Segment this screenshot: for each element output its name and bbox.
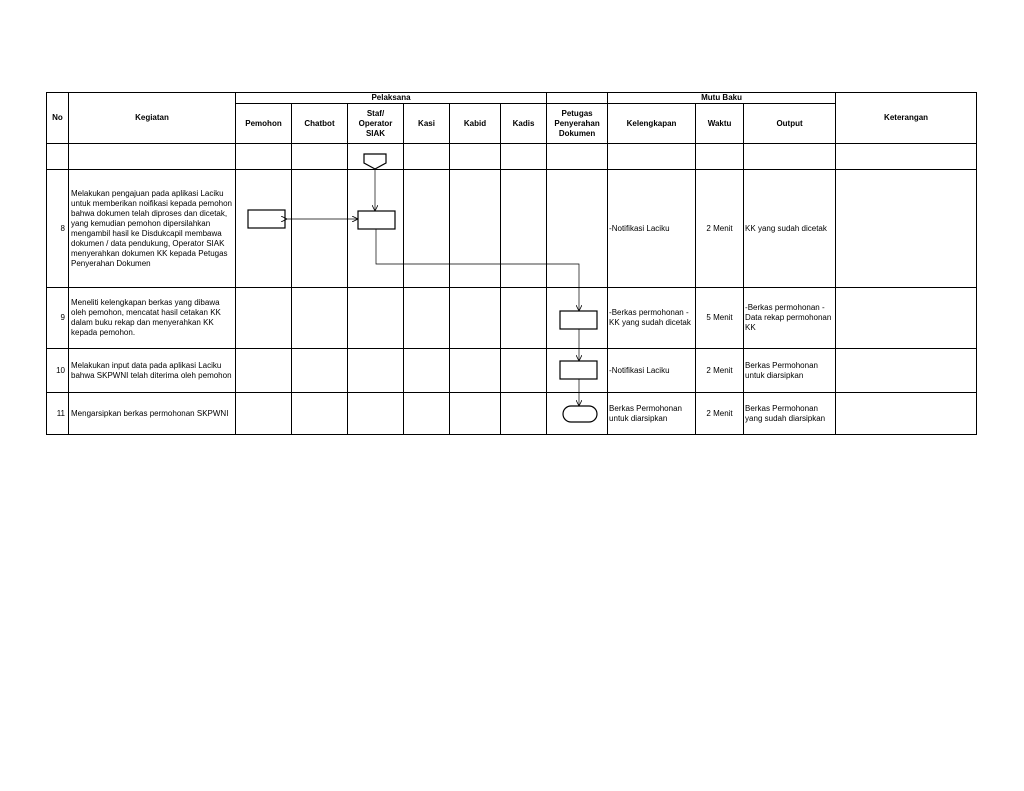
table-row	[47, 349, 977, 393]
row-output: Berkas Permohonan yang sudah diarsipkan	[744, 393, 836, 435]
row-kegiatan: Meneliti kelengkapan berkas yang dibawa oleh pemohon, mencatat hasil cetakan KK dalam buku rekap dan menyerahkan KK kepada pemohon.	[69, 288, 236, 349]
table-row	[47, 288, 977, 349]
header-waktu: Waktu	[696, 104, 744, 144]
row-output: -Berkas permohonan -Data rekap permohonan KK	[744, 288, 836, 349]
header-kegiatan: Kegiatan	[69, 93, 236, 144]
row-no: 10	[47, 349, 69, 393]
header-petugas-top	[547, 93, 608, 104]
header-kadis: Kadis	[501, 104, 547, 144]
row-kegiatan: Melakukan pengajuan pada aplikasi Laciku untuk memberikan noifikasi kepada pemohon bahwa dokumen telah diproses dan dicetak, yang kemudian pemohon dipersilahkan mengambil hasil ke Disdukcapil membawa dokumen / data pendukung, Operator SIAK menyerahkan dokumen KK kepada Petugas Penyerahan Dokumen	[69, 170, 236, 288]
row-waktu: 2 Menit	[696, 349, 744, 393]
row-no: 11	[47, 393, 69, 435]
row-kelengkapan: -Notifikasi Laciku	[608, 349, 696, 393]
row-waktu: 2 Menit	[696, 170, 744, 288]
row-kelengkapan: -Berkas permohonan -KK yang sudah dicetak	[608, 288, 696, 349]
header-kelengkapan: Kelengkapan	[608, 104, 696, 144]
header-pelaksana: Pelaksana	[236, 93, 547, 104]
table-row	[47, 144, 977, 170]
row-output: Berkas Permohonan untuk diarsipkan	[744, 349, 836, 393]
header-output: Output	[744, 104, 836, 144]
sop-table	[46, 92, 977, 435]
row-no: 8	[47, 170, 69, 288]
header-petugas: Petugas Penyerahan Dokumen	[547, 104, 608, 144]
header-kasi: Kasi	[404, 104, 450, 144]
header-pemohon: Pemohon	[236, 104, 292, 144]
row-output: KK yang sudah dicetak	[744, 170, 836, 288]
header-keterangan: Keterangan	[836, 93, 977, 144]
header-no: No	[47, 93, 69, 144]
table-row	[47, 393, 977, 435]
header-kabid: Kabid	[450, 104, 501, 144]
row-kegiatan: Mengarsipkan berkas permohonan SKPWNI	[69, 393, 236, 435]
row-waktu: 2 Menit	[696, 393, 744, 435]
table-row	[47, 170, 977, 288]
row-kelengkapan: Berkas Permohonan untuk diarsipkan	[608, 393, 696, 435]
header-chatbot: Chatbot	[292, 104, 348, 144]
header-mutu-baku: Mutu Baku	[608, 93, 836, 104]
header-staf: Staf/ Operator SIAK	[348, 104, 404, 144]
row-kegiatan: Melakukan input data pada aplikasi Laciku bahwa SKPWNI telah diterima oleh pemohon	[69, 349, 236, 393]
row-no: 9	[47, 288, 69, 349]
row-kelengkapan: -Notifikasi Laciku	[608, 170, 696, 288]
row-waktu: 5 Menit	[696, 288, 744, 349]
